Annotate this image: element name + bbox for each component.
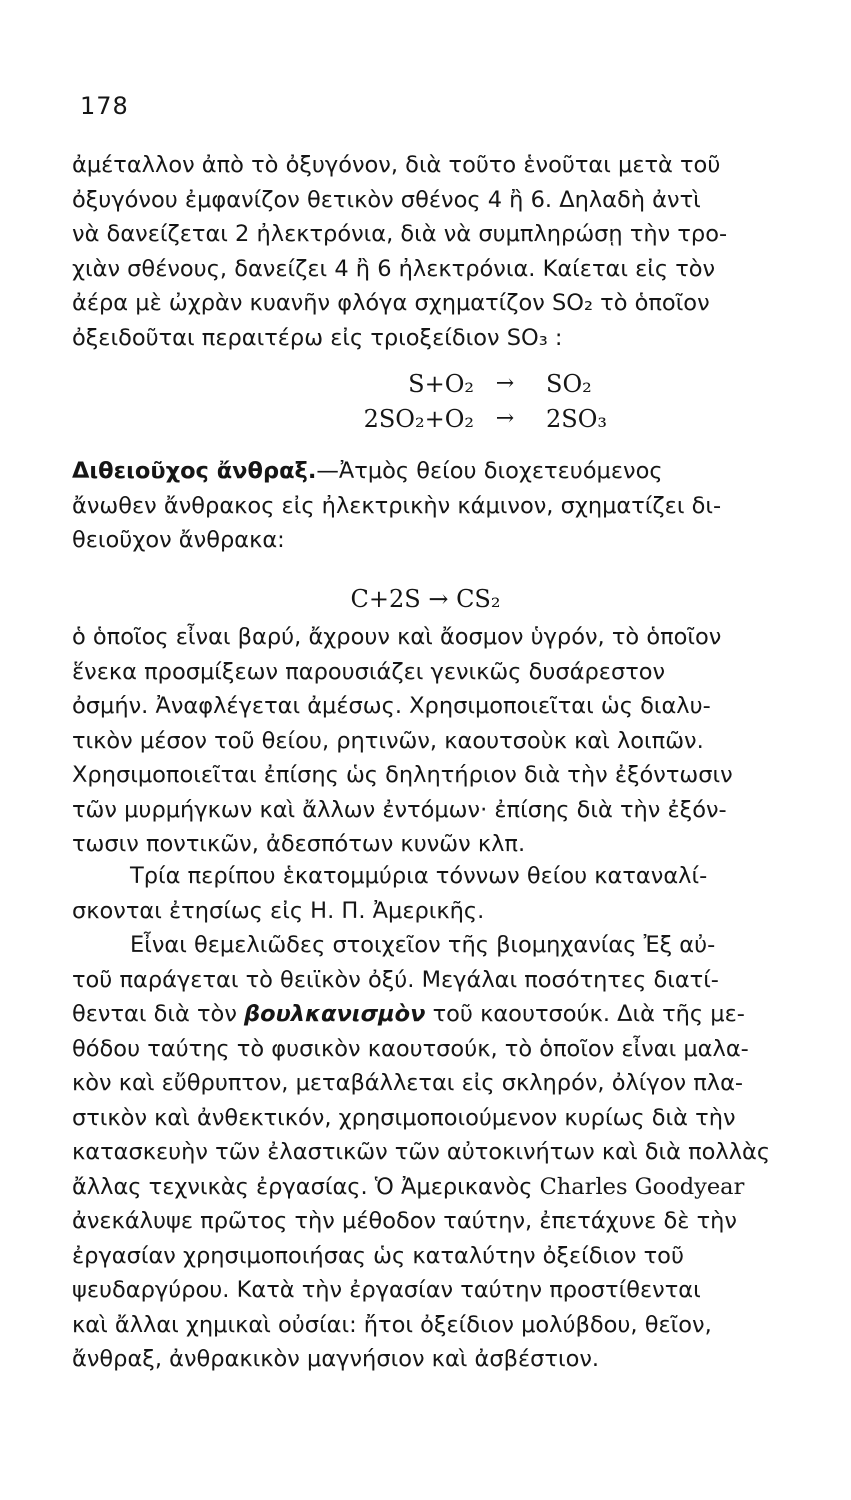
text-line: ἀέρα μὲ ὠχρὰν κυανῆν φλόγα σχηματίζον SO₂ τὸ ὁποῖον [72,290,710,316]
text-line: νὰ δανείζεται 2 ἠλεκτρόνια, διὰ νὰ συμπληρώσῃ τὴν τρο- [72,221,728,247]
reaction-row [0,401,851,436]
text-line [72,997,812,1032]
text-line: ἐργασίαν χρησιμοποιήσας ὡς καταλύτην ὀξείδιον τοῦ [72,1242,684,1269]
text-line: ὀξυγόνου ἐμφανίζον θετικὸν σθένος 4 ἢ 6. Δηλαδὴ ἀντὶ [72,186,701,213]
page-number: 178 [80,92,129,120]
paragraph-5 [72,928,812,1377]
reaction-reactants: 2SO₂+O₂ [363,404,474,433]
emphasized-term: βουλκανισμὸν [244,1001,426,1027]
text-line: ἀνεκάλυψε πρῶτος τὴν μέθοδον ταύτην, ἐπετάχυνε δὲ τὴν [72,1208,737,1234]
text-line: σκονται ἐτησίως εἰς Η. Π. Ἀμερικῆς. [72,897,485,924]
text-line: ἀμέταλλον ἀπὸ τὸ ὀξυγόνον, διὰ τοῦτο ἑνοῦται μετὰ τοῦ [72,152,721,178]
reaction-reactants: C+2S [350,585,421,613]
reaction-products: SO₂ [546,369,592,398]
text-line: τικὸν μέσον τοῦ θείου, ρητινῶν, καουτσοὺκ καὶ λοιπῶν. [72,727,704,754]
text-line: ὀξειδοῦται περαιτέρω εἰς τριοξείδιον SO₃ : [72,324,563,351]
text-line: τωσιν ποντικῶν, ἀδεσπότων κυνῶν κλπ. [72,831,526,857]
reaction-products: 2SO₃ [546,404,608,433]
text-line: καὶ ἄλλαι χημικαὶ οὐσίαι: ἤτοι ὀξείδιον μολύβδου, θεῖον, [72,1311,712,1338]
text-line: ὀσμήν. Ἀναφλέγεται ἀμέσως. Χρησιμοποιεῖται ὡς διαλυ- [72,693,711,719]
text-line: θειοῦχον ἄνθρακα: [72,527,285,553]
reaction-arrow-icon: → [428,585,449,613]
heading-continuation: —Ἀτμὸς θείου διοχετευόμενος [316,458,663,484]
reaction-block-sulfur-oxides [0,366,851,436]
text-span: θενται διὰ τὸν [72,1001,245,1027]
text-line: κατασκευὴν τῶν ἐλαστικῶν τῶν αὐτοκινήτων καὶ διὰ πολλὰς [72,1139,771,1165]
text-line: χιὰν σθένους, δανείζει 4 ἢ 6 ἠλεκτρόνια. Καίεται εἰς τὸν [72,255,716,282]
text-line: κὸν καὶ εὔθρυπτον, μεταβάλλεται εἰς σκληρόν, ὀλίγον πλα- [72,1070,744,1096]
text-line: ὁ ὁποῖος εἶναι βαρύ, ἄχρουν καὶ ἄοσμον ὑγρόν, τὸ ὁποῖον [72,624,722,650]
reaction-row [0,366,851,401]
text-line: τῶν μυρμήγκων καὶ ἄλλων ἐντόμων· ἐπίσης διὰ τὴν ἐξόν- [72,796,727,823]
text-line: Χρησιμοποιεῖται ἐπίσης ὡς δηλητήριον διὰ τὴν ἐξόντωσιν [72,762,733,788]
text-line: θόδου ταύτης τὸ φυσικὸν καουτσούκ, τὸ ὁποῖον εἶναι μαλα- [72,1035,749,1062]
text-line: στικὸν καὶ ἀνθεκτικόν, χρησιμοποιούμενον κυρίως διὰ τὴν [72,1104,736,1131]
section-heading: Διθειοῦχος ἄνθραξ. [72,458,317,484]
text-line: ψευδαργύρου. Κατὰ τὴν ἐργασίαν ταύτην προστίθενται [72,1277,701,1303]
text-line [72,1170,812,1205]
paragraph-4 [72,859,812,928]
reaction-carbon-disulfide [0,585,851,613]
reaction-arrow-icon: → [495,406,515,431]
reaction-reactants: S+O₂ [408,369,474,398]
reaction-arrow-icon: → [495,371,515,396]
paragraph-1 [72,148,812,355]
paragraph-2 [72,454,812,558]
text-line: ἄνθραξ, ἀνθρακικὸν μαγνήσιον καὶ ἀσβέστιον. [72,1346,600,1372]
text-span: ἄλλας τεχνικὰς ἐργασίας. Ὁ Ἀμερικανὸς [72,1173,540,1200]
paragraph-3 [72,620,812,862]
text-line: ἄνωθεν ἄνθρακος εἰς ἠλεκτρικὴν κάμινον, σχηματίζει δι- [72,492,722,519]
text-line [72,454,812,489]
text-line: Τρία περίπου ἑκατομμύρια τόννων θείου καταναλί- [130,863,708,889]
text-line: Εἶναι θεμελιῶδες στοιχεῖον τῆς βιομηχανίας Ἐξ αὐ- [130,932,716,958]
reaction-products: CS₂ [456,585,501,613]
text-line: ἕνεκα προσμίξεων παρουσιάζει γενικῶς δυσάρεστον [72,658,666,685]
text-line: τοῦ παράγεται τὸ θειϊκὸν ὀξύ. Μεγάλαι ποσότητες διατί- [72,966,719,993]
text-span: τοῦ καουτσούκ. Διὰ τῆς με- [425,1001,745,1027]
person-name: Charles Goodyear [539,1173,745,1200]
